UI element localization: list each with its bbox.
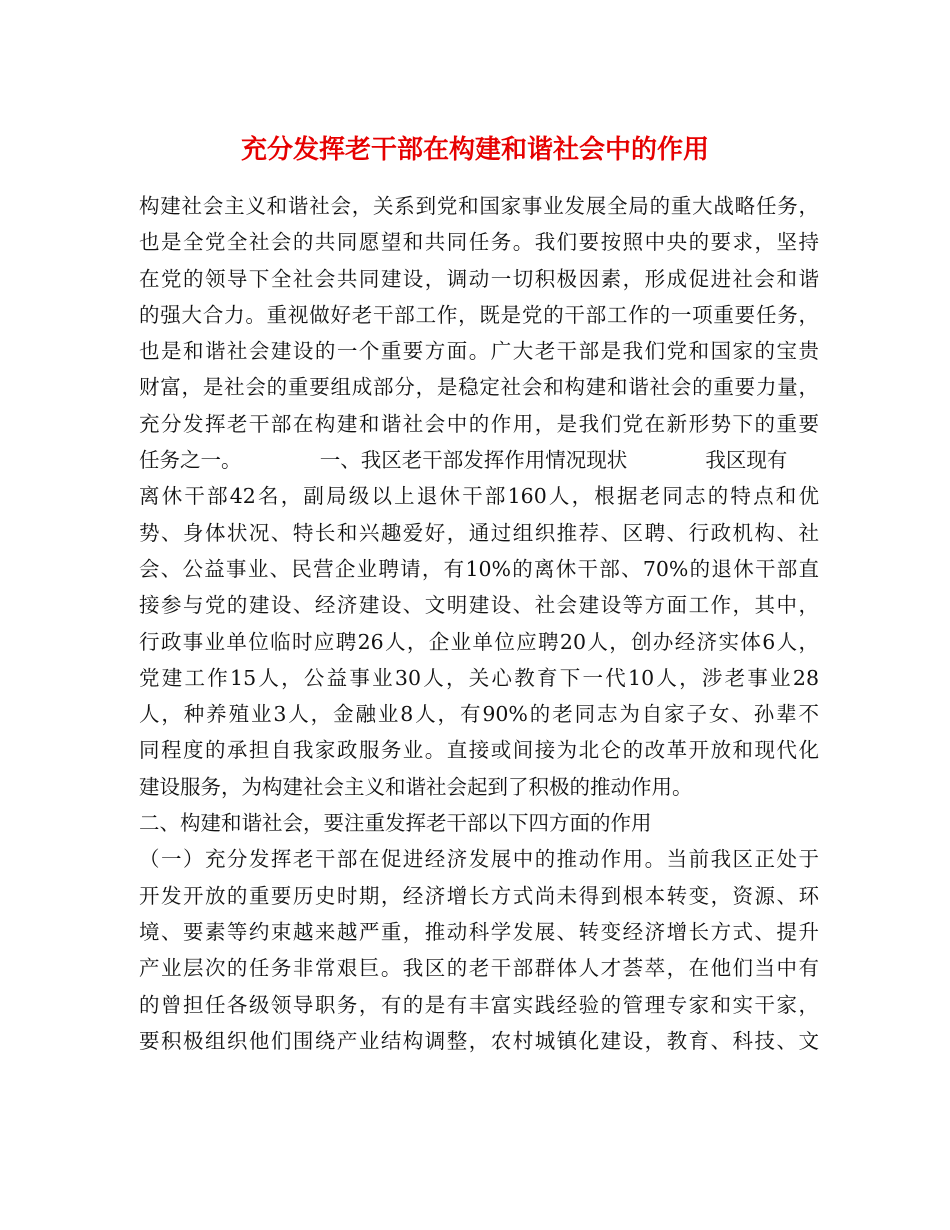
body-line: 充分发挥老干部在构建和谐社会中的作用，是我们党在新形势下的重要 [139,411,819,436]
body-line: 也是全党全社会的共同愿望和共同任务。我们要按照中央的要求，坚持 [139,230,819,255]
body-line: 构建社会主义和谐社会，关系到党和国家事业发展全局的重大战略任务， [139,194,819,218]
body-line: 人，种养殖业3人，金融业8人，有90%的老同志为自家子女、孙辈不 [139,702,819,727]
body-line: 产业层次的任务非常艰巨。我区的老干部群体人才荟萃，在他们当中有 [139,956,819,981]
section-heading: 二、构建和谐社会，要注重发挥老干部以下四方面的作用 [139,811,652,836]
body-line: （一）充分发挥老干部在促进经济发展中的推动作用。当前我区正处于 [139,847,819,872]
body-line: 在党的领导下全社会共同建设，调动一切积极因素，形成促进社会和谐 [139,266,819,291]
document-title: 充分发挥老干部在构建和谐社会中的作用 [240,135,709,165]
body-line: 也是和谐社会建设的一个重要方面。广大老干部是我们党和国家的宝贵 [139,339,819,364]
body-line: 党建工作15人，公益事业30人，关心教育下一代10人，涉老事业28 [139,665,819,690]
body-line: 境、要素等约束越来越严重，推动科学发展、转变经济增长方式、提升 [139,919,819,944]
document-body [139,188,819,1059]
body-line: 财富，是社会的重要组成部分，是稳定社会和构建和谐社会的重要力量， [139,375,819,400]
body-line: 行政事业单位临时应聘26人，企业单位应聘20人，创办经济实体6人， [139,629,819,654]
body-line: 会、公益事业、民营企业聘请，有10%的离休干部、70%的退休干部直 [139,556,819,581]
body-line: 的强大合力。重视做好老干部工作，既是党的干部工作的一项重要任务， [139,302,819,327]
body-line: 任务之一。 一、我区老干部发挥作用情况现状 我区现有 [139,448,788,473]
body-line: 接参与党的建设、经济建设、文明建设、社会建设等方面工作，其中， [139,593,819,618]
body-line: 势、身体状况、特长和兴趣爱好，通过组织推荐、区聘、行政机构、社 [139,520,819,545]
body-line: 建设服务，为构建社会主义和谐社会起到了积极的推动作用。 [139,774,693,799]
body-line: 开发开放的重要历史时期，经济增长方式尚未得到根本转变，资源、环 [139,883,819,908]
body-line: 要积极组织他们围绕产业结构调整，农村城镇化建设，教育、科技、文 [139,1028,819,1053]
body-line: 同程度的承担自我家政服务业。直接或间接为北仑的改革开放和现代化 [139,738,819,763]
body-line: 离休干部42名，副局级以上退休干部160人，根据老同志的特点和优 [139,484,819,509]
body-line: 的曾担任各级领导职务，有的是有丰富实践经验的管理专家和实干家， [139,992,819,1017]
